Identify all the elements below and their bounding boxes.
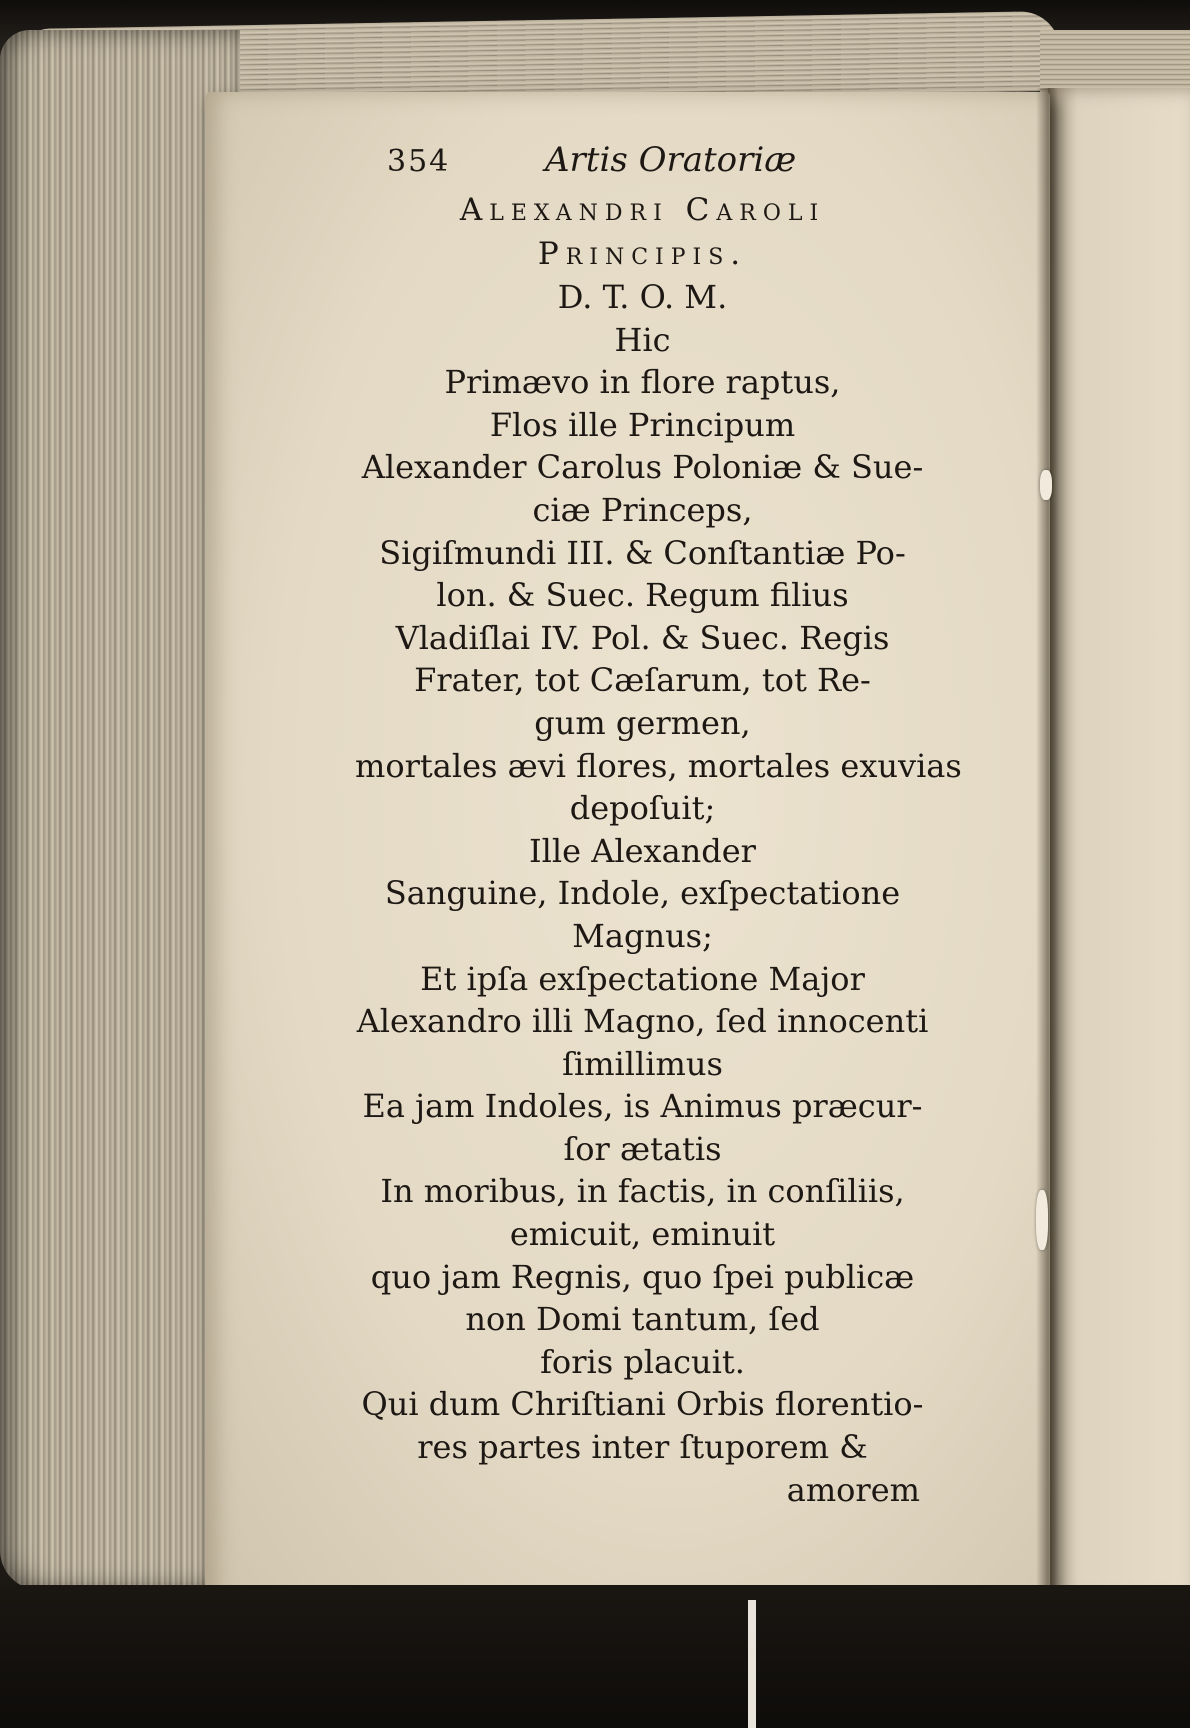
text-line: Alexander Carolus Poloniæ & Sue- [361,448,924,487]
bookmark-ribbon [748,1600,756,1728]
gutter-shadow [1036,88,1058,1603]
text-line: Sanguine, Indole, exſpectatione [384,874,901,913]
text-line: Ea jam Indoles, is Animus præcur- [362,1087,923,1126]
text-line: quo jam Regnis, quo ſpei publicæ [370,1257,915,1296]
text-line: depoſuit; [569,789,716,828]
text-line: res partes inter ſtuporem & [417,1428,868,1467]
page-header [355,140,930,188]
text-line: emicuit, eminuit [509,1215,776,1254]
facing-page [1048,88,1190,1603]
text-line: Hic [614,320,671,359]
running-head: Artis Oratoriæ [545,140,797,180]
text-line: D. T. O. M. [557,278,728,316]
page-edges-left [0,30,240,1590]
text-line: In moribus, in factis, in conſiliis, [380,1172,905,1211]
text-line: Sigiſmundi III. & Conſtantiæ Po- [379,533,906,572]
text-line: Alexandro illi Magno, ſed innocenti [356,1002,929,1041]
text-line: mortales ævi flores, mortales exuvias [355,746,962,785]
text-line: ciæ Princeps, [532,490,753,529]
text-line: gum germen, [534,703,751,742]
text-line: Et ipſa exſpectatione Major [420,959,865,998]
text-line: Frater, tot Cæſarum, tot Re- [414,661,871,700]
text-line: Magnus; [572,916,713,955]
background-bottom [0,1585,1190,1728]
text-line: foris placuit. [540,1342,745,1381]
text-line: Principis. [537,236,748,272]
text-line: ſor ætatis [563,1129,722,1168]
paper-tear [1036,1190,1048,1250]
text-line: Vladiſlai IV. Pol. & Suec. Regis [395,618,890,657]
page-text [355,140,962,1511]
text-line: Alexandri Caroli [459,192,826,228]
catchword: amorem [786,1470,920,1509]
text-line: ſimillimus [562,1044,723,1083]
page-number: 354 [387,144,451,179]
text-line: Flos ille Principum [489,405,796,444]
text-line: Primævo in flore raptus, [444,363,841,402]
text-line: Qui dum Chriſtiani Orbis florentio- [361,1385,924,1424]
text-line: non Domi tantum, ſed [465,1300,820,1339]
text-line: lon. & Suec. Regum filius [436,576,849,615]
text-line: Ille Alexander [529,831,756,870]
paper-tear [1040,470,1052,500]
